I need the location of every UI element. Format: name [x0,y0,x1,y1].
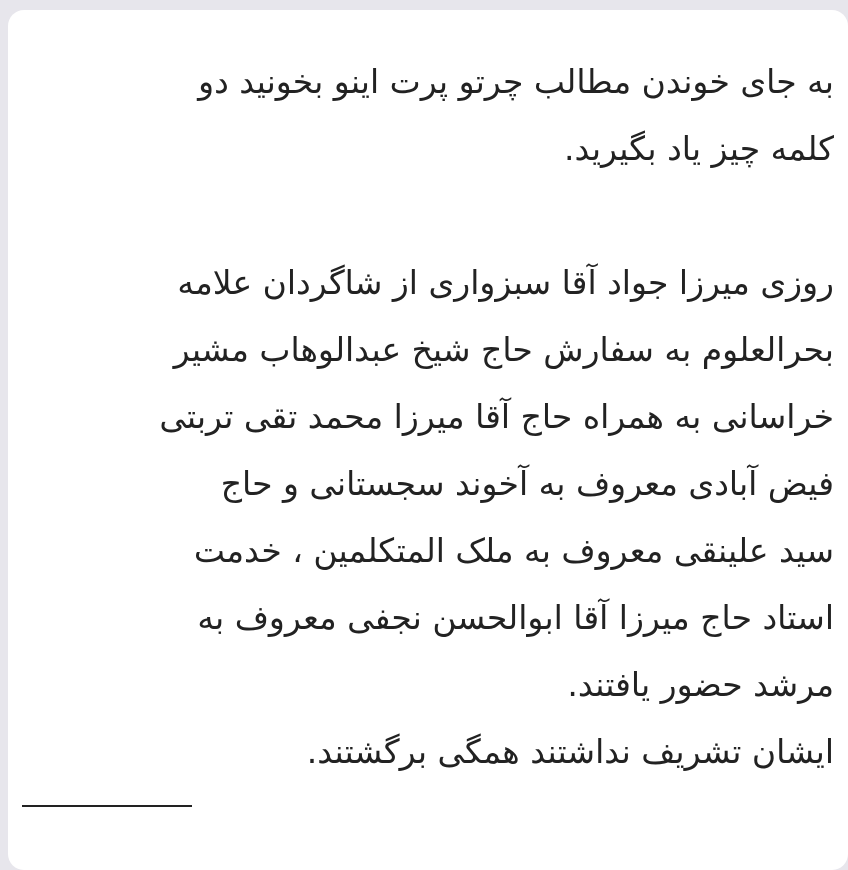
story-line: بحرالعلوم به سفارش حاج شیخ عبدالوهاب مشیر [173,330,834,369]
closing-line: ایشان تشریف نداشتند همگی برگشتند. [306,732,834,771]
story-line: مرشد حضور یافتند. [567,665,834,704]
message-body [19,48,834,785]
story-line: سید علینقی معروف به ملک المتکلمین ، خدمت [193,531,834,570]
text-separator [22,805,192,807]
story-line: استاد حاج میرزا آقا ابوالحسن نجفی معروف به [197,598,834,637]
intro-line: کلمه چیز یاد بگیرید. [564,129,834,168]
story-line: روزی میرزا جواد آقا سبزواری از شاگردان علامه [177,263,834,302]
story-line: فیض آبادی معروف به آخوند سجستانی و حاج [220,464,834,503]
story-line: خراسانی به همراه حاج آقا میرزا محمد تقی تربتی [159,397,834,436]
message-bubble [8,10,848,870]
paragraph-gap [19,182,834,249]
intro-line: به جای خوندن مطالب چرتو پرت اینو بخونید دو [198,62,834,101]
